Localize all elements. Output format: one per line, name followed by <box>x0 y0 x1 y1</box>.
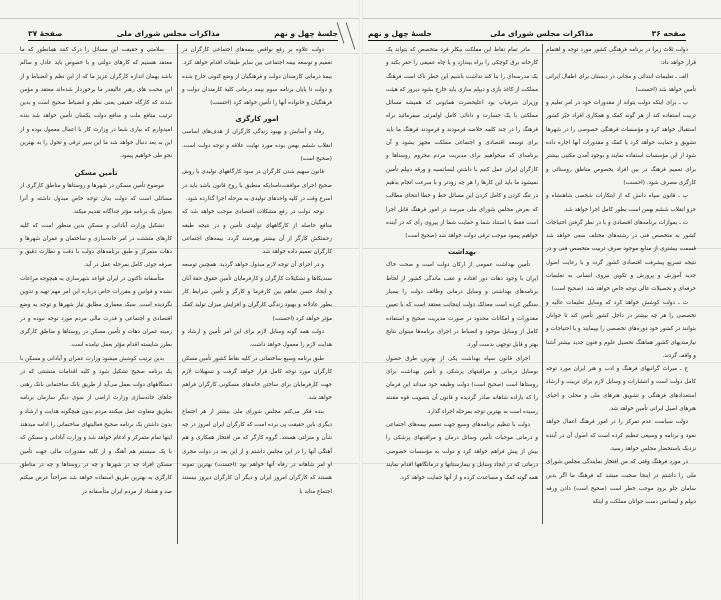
running-title: مذاکرات مجلس شورای ملی <box>490 29 594 38</box>
paragraph: طبق برنامه وسیع ساختمانی در کلیه نقاط کشور تأمین مسکن کارگران مورد توجه کامل قرار خواهد گرفت و تسهیلات لازم جهت کارفرمایان برای ساختن خانه‌های مسکونی کارگران فراهم خواهد شد. <box>182 355 332 402</box>
section-heading: امور کارگری <box>235 115 279 124</box>
paragraph: سلامتی و حقیقت این مسائل را درک کنند همانطور که ما معتقد هستیم که کارهای دولتی و با خصوص باید عادل و سالم باشد بهمان اندازه کارگران عزیز ما که از این نظم و انضباط و از این محبت های رهبر عالیقدر ما برخوردار شده‌اند معتقد و مؤمن شدند که کارگاه حقیقی یعنی نظم و انضباط صحیح است و بدین ترتیب منافع ملت و منافع دولت یکسان تأمین خواهد شد بنده امیدوارم که بیاری شما در وزارت کار با اعمال معمول بوده و از این به بعد دنبال خواهد شد ما این سیر ترقی و تحول را به بهترین نحو طی خواهیم پیمود. <box>20 47 172 160</box>
section-heading: تأمین مسکن <box>74 168 118 177</box>
paragraph: قانون سهیم شدن کارگران در سود کارگاههای تولیدی با روش صحیح اجرای موافقت‌نامه‌ایکه منطبق با روح قانون باشد باید در اسرع وقت در کلیه واحدهای تولیدی به مرحله اجرا گذارده شود. <box>182 169 332 202</box>
column-left <box>20 44 172 499</box>
paragraph: ج ـ میراث گرانبهای فرهنگ و ادب و هنر ایران مورد توجه کامل دولت است و انتشارات و وسایل لازم برای تربیت و ارشاد استعدادهای فرهنگی و تشویق هنرهای ملی و محلی و احیای هنرهای اصیل ایرانی تأمین خواهد شد. <box>546 366 696 413</box>
paragraph: ب ـ برای اینکه دولت بتواند از مقدورات خود در امر تعلیم و تربیت استفاده کند از هر گونه کمک و همکاری افراد خیّر کشور استقبال خواهد کرد و مؤسسات فرهنگی خصوصی را در شهرها تشویق و حمایت خواهد کرد با کمک و مقدورات آنها اجازه داده شود از این مؤسسات استفاده نمایند و بوجود آمدن مکتبی بیشتر برای تعمیم فرهنگ در بین افراد بخصوص مناطق روستائی و کارگری مصرف شود. (احسنت) <box>546 100 696 186</box>
paragraph: بدین ترتیب کوشش میشود وزارت عمران و آبادانی و مسکن با یک برنامه صحیح تشکیل شود و کلیه اقدامات متشتتی که در دستگاههای دولت بعمل می‌آید از طریق بانک ساختمانی بانک رهنی جاهای خانه‌سازی وزارت اراضی از سوی دیگر سازمان برنامه بطریق متفاوت عمل میکنند مردم بدون هیچگونه هدایت و ارشاد و بدون داشتن یک برنامه صحیح فعالیتهای ساختمانی را ادامه میدهند اینها تمام متمرکز و ادغام خواهد شد و وزارت آبادانی و مسکن که با یک سیستم هم آهنگ و از کلیه مقدورات مالی جهت تأمین مسکن افراد چه در شهرها و چه در روستاها و چه در مناطق کارگری به بهترین طریق استفاده خواهد شد صراحتاً عرض میکنم صد و هشتاد از مردم ایران متأسفانه در <box>20 355 172 495</box>
session-title: جلسهٔ چهل و نهم <box>274 29 338 38</box>
running-head <box>28 24 338 41</box>
paragraph: در مورد فرهنگ وقتی که من افتخار نمایندگی مجلس شورای ملی را داشتم در اینجا صحبت میشد که فرهنگ ما اگر بدین سامان جلو برود موجب خطر است (صحیح است) دادن ورقه دیپلم و لیسانس دست جوانان مملکت و اینکه <box>546 459 696 506</box>
paragraph: توجه دولت در رفع مشکلات اقتصادی موجب خواهد شد که منافع حاصله از کارگاههای تولیدی تأمین و در نتیجه طبقه زحمتکش کارگر از آن بیشتر بهره‌مند گردد. بیمه‌های اجتماعی کارگران تعمیم داده خواهد شد <box>182 209 332 256</box>
column-right <box>182 44 332 499</box>
paragraph: الف ـ تعلیمات ابتدائی و مجانی در دبستان برای اطفال ایرانی تأمین خواهد شد (احسنت) <box>546 73 696 93</box>
column-right <box>546 44 696 509</box>
paragraph: پ ـ قانون سپاه دانش که از ابتکارات شخصی شاهنشاه و جزو انقلاب ششم بهمن است بطور کامل اجرا خواهد شد. <box>546 193 696 213</box>
section-heading: بهداشت <box>448 248 476 257</box>
paragraph: رفاه و آسایش و بهبود زندگی کارگران از هدف‌های اساسی انقلاب ششم بهمن بوده مورد نهایت علاقه و توجه دولت است. (صحیح است) <box>182 129 332 163</box>
paragraph: و در اجرای آن توجه لازم مبذول خواهد گردید. همچنین توسعه سندیکاها و تشکیلات کارگران و کارفرمایان تأمین حقوق حقهٔ آنان و ایجاد حسن تفاهم بین کارفرما و کارگر و تأمین شرایط کار بطور عادلانه و بهبود زندگی کارگران و افزایش میزان تولید کمک مؤثر خواهد کرد (احسنت) <box>182 262 332 322</box>
paragraph: اجرای قانون سپاه بهداشت یکی از بهترین طرق حصول بوسایل درمانی و مراقبتهای پزشکی و تأمین بهداشت برای روستاها است (صحیح است) دولت وظیفه خود میداند این فرمان را که باراده شاهانه صادر گردیده و قانون آن بتصویب قوه مقننه رسیده است به بهترین توجه بمرحله اجراء گذارد. <box>386 355 538 415</box>
page-number: صفحه ۳۶ <box>651 29 686 38</box>
paragraph: دولت علاوه بر رفع نواقص بیمه‌های اجتماعی کارگران در تعمیم و توسعه بیمه اجتماعی بین سایر طبقات اقدام خواهد کرد. بیمهٔ درمانی کارمندان دولت و فرهنگیان از وضع کنونی خارج شده و دولت تا پایان برنامه سوم بیمه درمانی کلیهٔ کارمندان دولت و فرهنگیان و خانواده آنها را تأمین خواهد کرد (احسنت) <box>182 47 332 107</box>
column-rule <box>542 44 543 524</box>
paragraph: دولت با تنظیم برنامه‌های وسیع جهت تعمیم بیمه‌های اجتماعی و درمانی موجبات تأمین وسائل درمان و مراقبتهای پزشکی را بیش از پیش فراهم خواهد کرد و دولت به مؤسسات خصوصی درمانی که در ایجاد وسایل و بیمارستانها و درمانگاهها اقدام نمایند همه گونه کمک و مساعدت کرده و از آنها حمایت خواهد کرد. <box>386 422 538 482</box>
paragraph: ث ـ دولت کوشش خواهد کرد که وسایل تعلیمات عالیه و تخصصی را هر چه بیشتر در داخل کشور تأمین کند تا جوانان بتوانند در کشور خود دوره‌های تخصصی را بپیمایند و با احتیاجات و نیازمندیهای کشور هماهنگ تحصیل علوم و فنون جدید بیشتر آشنا و واقف گردند. <box>546 299 696 359</box>
paragraph: دولت سیاست عدم تمرکز را در امور فرهنگ اعمال خواهد نمود و برنامه و وسیعی تنظیم کرده است که اصول آن در آینده نزدیک باستحضار مجلس خواهد رسید. <box>546 419 696 452</box>
column-rule <box>177 44 178 544</box>
paragraph: موضوع تأمین مسکن در شهرها و روستاها و مناطق کارگری از مسائلی است که دولت بدان توجه خاص مبذول داشته و آنرا بعنوان یک برنامه مؤثر جداگانه تقدیم میکند. <box>20 182 172 216</box>
paragraph: متأسفانه تاکنون در ایران قواعد شهرسازی به هیچوجه مراعات نشده و قوانین و مقررات خاص درباره این امر مهم تهیه و تدوین نگردیده است. سبک معماری مطابق نیاز شهرها و توجه به وضع اقتصادی و اجتماعی و قدرت مالی مردم مورد توجه نبوده و در زمینه عمران دهات و تأمین مسکن در روستاها و مناطق کارگری بطرز شایسته اقدام مؤثر بعمل نیامده است. <box>20 275 172 349</box>
page-number: صفحهٔ ۳۷ <box>28 29 63 38</box>
session-title: جلسهٔ چهل و نهم <box>368 29 432 38</box>
paragraph: ت ـ بموازات برنامه‌های اقتصادی و با در نظر گرفتن احتیاجات کشور به متخصص فنی در رشته‌های مختلف سعی خواهد شد قسمت بیشتری از منابع موجود صرف تربیت متخصص فنی و در نتیجه تسریع پیشرفت اقتصادی کشور گردد و با رعایت اصول جدید آموزش و پرورش و تکوین نیروی انسانی به تعلیمات حرفه‌ای و تحصیلات عالی توجه خاص خواهد شد. (صحیح است) <box>546 219 696 293</box>
right-page <box>362 0 721 600</box>
running-title: مذاکرات مجلس شورای ملی <box>116 29 220 38</box>
column-left <box>386 44 538 486</box>
paragraph: دولت همه گونه وسایل لازم برای این امر تأمین و ارشاد و هدایت لازم را معمول خواهد داشت. <box>182 328 332 349</box>
running-head <box>368 24 686 41</box>
paragraph: تأمین بهداشت عمومی از ارکان دولت است و صحت خاک ایران با وجود دهات دور افتاده و عقب ماندگی کشور از لحاظ برنامه‌های بهداشتی و وسایل درمانی وظائف دولت را بسیار سنگین کرده است معذلک دولت اینجانب معتقد است که با تعیین مقدورات و امکانات محدود در صورت مدیریت صحیح و استفاده کامل از وسایل موجود و انضباط در اجرای برنامه‌ها میتوان نتایج بهتر و قابل توجهی بدست آورد. <box>386 262 538 349</box>
paragraph: مادر تمام نقاط این مملکت بیکلر فرد متخصص که بتواند یک کارخانه برق کوچکی را براه بیندازد و یا چاه عمیقی را حفر بکند و یک مدرسه‌ای را بنا کند نداشت باشیم این خطر ناک است فرهنگ مملکت از کاغذ بازی و دیپلم سازی باید خارج بشود دیروز که هیئت وزیران شرفیاب بود اعلیحضرت همایونی که همیشه مسائل مملکتی با یک جسارت و دانائی کامل اولمرئی میفرمائید براه فرهنگ را در چند کلمه خلاصه فرمودند و فرمودند فرهنگ ما باید برای توسعه اقتصادی و اجتماعی مملکت مجهز بشود و آن برنامه‌ای که میخواهیم برای مدیریت مردم محروم روستاها و کارگران ایران عمل کنیم با داشتن لیسانسیه و ورقه دیپلم تأمین نمیشود ما باید این کارها را هر چه زودتر و با سرعت انجام بدهیم در تنگ کردن و کامل کردن این مسائل خط و خطا انتحای مطالب که بعرض مجلس شورای ملی میرسد در امور فرهنگ قابل اجرا است فقط با استناد شما و حمایت شما از پیروی رأی که در آینده خواهیم پیمود موجب ترقی دولت خواهد شد (صحیح است) <box>386 47 538 240</box>
paragraph: بنده فکر می‌کنم مجلس شورای ملی بیشتر از هر اجتماع دیگری باین حقیقت پی برده است که کارگران ایران امروز در چه شأن و منزلتی هستند. گروه کارگر که من افتخار همکاری و هم آهنگی آنها را در این مجلس داشتم و از این بعد در دولت مجری او امر شاهانه در رفاه آنها خواهم بود (احسنت) بهترین نمونه هستند که کارگران امروز ایران و دیگر آن کارگران دیروز نیستند اجتماع متاید با <box>182 408 332 495</box>
paragraph: تشکیل وزارت آبادانی و مسکن بدین منظور است که کلیه کارهای متشتت در امر خانه‌سازی و ساختمان و عمران شهرها و دهات متمرکز و طبق برنامه‌های دولت با دقت و نظارت دقیق و صرفه جوئی کامل بمرحله عمل در آید. <box>20 222 172 269</box>
paragraph: دولت ثلاث زیرا در برنامه فرهنگی کشور مورد توجه و اهتمام قرار خواهد داد: <box>546 47 696 67</box>
